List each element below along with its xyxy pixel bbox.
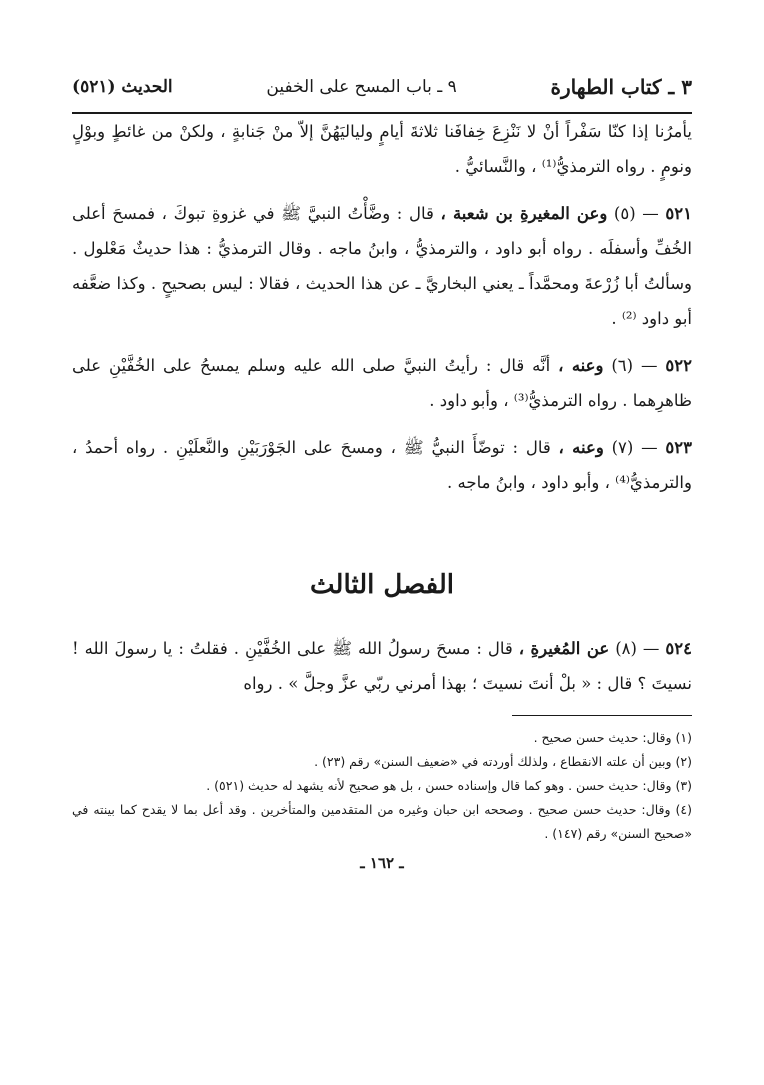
- hadith-text: قال : مسحَ رسولُ الله ﷺ على الخُفَّيْنِ . فقلتُ : يا رسولَ الله ! نسيتَ ؟ قال : « بلْ أنتَ نسيتَ ؛ بهذا أمرني ربّي عزَّ وجلَّ » . رواه: [72, 639, 692, 693]
- hadith-narrator: وعنه ،: [558, 438, 604, 457]
- hadith-number: ٥٢٢: [665, 356, 692, 375]
- hadith-524: ٥٢٤ — (٨) عن المُغيرةِ ، قال : مسحَ رسولُ الله ﷺ على الخُفَّيْنِ . فقلتُ : يا رسولَ الله ! نسيتَ ؟ قال : « بلْ أنتَ نسيتَ ؛ بهذا أمرني ربّي عزَّ وجلَّ » . رواه: [72, 639, 692, 693]
- continuation-paragraph: [72, 114, 692, 184]
- footnote-2: (٢) وبين أن علته الانقطاع ، ولذلك أوردته في «ضعيف السنن» رقم (٢٣) .: [314, 754, 692, 769]
- hadith-text: قال : وضَّأْتُ النبيَّ ﷺ في غزوةِ تبوكَ ، فمسحَ أعلى الخُفِّ وأسفلَه . رواه أبو داود ، والترمذيُّ ، وابنُ ماجه . وقال الترمذيُّ : هذا حديثٌ مَعْلول . وسألتُ أبا زُرْعةَ ومحمَّداً ـ يعني البخاريَّ ـ عن هذا الحديث ، فقالا : ليس بصحيحٍ . وكذا ضعَّفه أبو داود ⁽²⁾ .: [72, 204, 692, 328]
- hadith-text: قال : توضّأَ النبيُّ ﷺ ، ومسحَ على الجَوْرَبَيْنِ والنَّعلَيْنِ . رواه أحمدُ ، والترمذيُّ⁽⁴⁾ ، وأبو داود ، وابنُ ماجه .: [72, 438, 692, 492]
- hadith-ref: (٧): [611, 438, 634, 457]
- hadith-ref: (٨): [615, 639, 637, 658]
- chapter-title: ٩ ـ باب المسح على الخفين: [266, 77, 457, 97]
- hadith-number: ٥٢٤: [665, 639, 692, 658]
- hadith-narrator: وعنه ،: [558, 356, 604, 375]
- hadith-number: ٥٢١: [665, 204, 693, 223]
- hadith-ref: (٦): [611, 356, 634, 375]
- section-title: الفصل الثالث: [310, 570, 454, 600]
- hadith-narrator: عن المُغيرةِ ،: [518, 639, 610, 658]
- hadith-523: ٥٢٣ — (٧) وعنه ، قال : توضّأَ النبيُّ ﷺ ، ومسحَ على الجَوْرَبَيْنِ والنَّعلَيْنِ . رواه أحمدُ ، والترمذيُّ⁽⁴⁾ ، وأبو داود ، وابنُ ماجه .: [72, 438, 693, 492]
- footnotes: [72, 726, 692, 846]
- hadith-521: ٥٢١ — (٥) وعن المغيرةِ بن شعبة ، قال : وضَّأْتُ النبيَّ ﷺ في غزوةِ تبوكَ ، فمسحَ أعلى الخُفِّ وأسفلَه . رواه أبو داود ، والترمذيُّ ، وابنُ ماجه . وقال الترمذيُّ : هذا حديثٌ مَعْلول . وسألتُ أبا زُرْعةَ ومحمَّداً ـ يعني البخاريَّ ـ عن هذا الحديث ، فقالا : ليس بصحيحٍ . وكذا ضعَّفه أبو داود ⁽²⁾ .: [72, 204, 693, 328]
- footnote-divider: [512, 715, 692, 716]
- hadith-522: ٥٢٢ — (٦) وعنه ، أنَّه قال : رأيتُ النبيَّ صلى الله عليه وسلم يمسحُ على الخُفَّيْنِ على ظاهرِهما . رواه الترمذيُّ⁽³⁾ ، وأبو داود .: [72, 356, 692, 410]
- book-title: ٣ ـ كتاب الطهارة: [550, 75, 692, 99]
- page-header: [72, 64, 692, 110]
- continuation-line-2: ولكنْ من غائطٍ وبوْلٍ ونومٍ . رواه الترمذيُّ⁽¹⁾ ، والنَّسائيُّ .: [72, 122, 692, 176]
- footnote-1: (١) وقال: حديث حسن صحيح .: [533, 730, 692, 745]
- hadith-text: أنَّه قال : رأيتُ النبيَّ صلى الله عليه وسلم يمسحُ على الخُفَّيْنِ على ظاهرِهما . رواه الترمذيُّ⁽³⁾ ، وأبو داود .: [72, 356, 692, 410]
- continuation-line-1: يأمرُنا إذا كنّا سَفْراً أنْ لا نَنْزِعَ خِفافَنا ثلاثةَ أيامٍ ولياليَهُنَّ إلاّ منْ جَنابةٍ ،: [220, 122, 692, 141]
- footnote-3: (٣) وقال: حديث حسن . وهو كما قال وإسناده حسن ، بل هو صحيح لأنه يشهد له حديث (٥٢١) .: [206, 778, 692, 793]
- page-number: ـ ١٦٢ ـ: [360, 854, 404, 872]
- document-page: [72, 64, 692, 1054]
- footnote-4: (٤) وقال: حديث حسن صحيح . وصححه ابن حبان وغيره من المتقدمين والمتأخرين . وقد أعل بما لا يقدح كما بينته في «صحيح السنن» رقم (١٤٧) .: [72, 802, 692, 841]
- hadith-narrator: وعن المغيرةِ بن شعبة ،: [440, 204, 608, 223]
- main-text: [72, 114, 692, 701]
- hadith-number-header: الحديث (٥٢١): [72, 77, 173, 97]
- hadith-number: ٥٢٣: [665, 438, 693, 457]
- hadith-ref: (٥): [613, 204, 636, 223]
